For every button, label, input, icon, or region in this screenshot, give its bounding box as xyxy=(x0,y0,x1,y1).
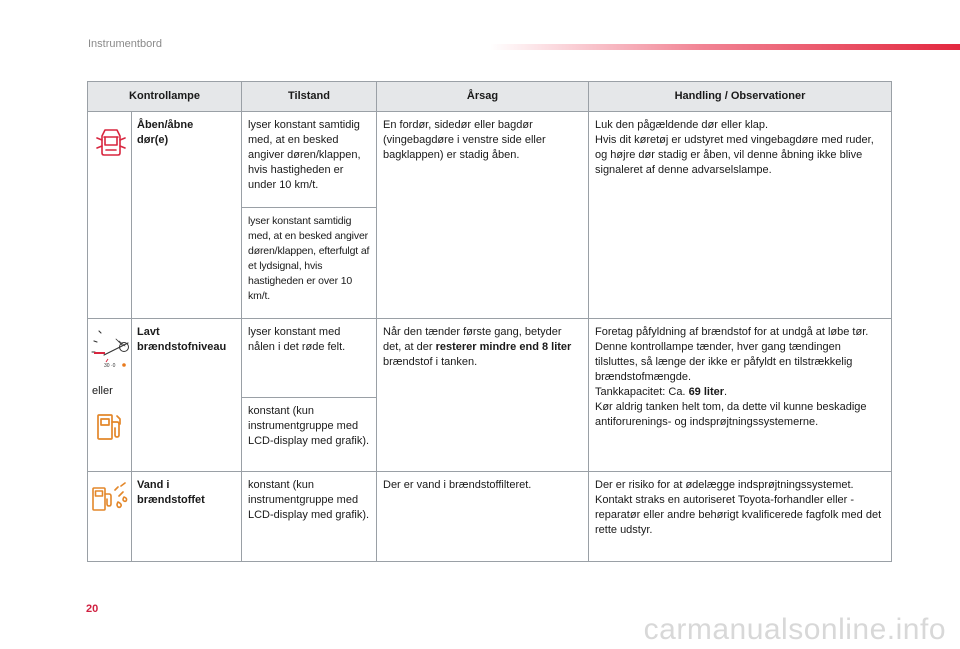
fuel-eller-label: eller xyxy=(92,385,113,397)
column-header-tilstand: Tilstand xyxy=(242,82,377,112)
door-state-2: lyser konstant samtidig med, at en besked angiver døren/klappen, efterfulgt af et lydsignal, hvis hastigheden er over 10 km/t. xyxy=(242,208,377,319)
fuel-cause-bold: resterer mindre end 8 liter xyxy=(435,341,572,353)
door-name-cell xyxy=(132,112,242,319)
svg-text:30 ·0: 30 ·0 xyxy=(104,363,116,369)
water-state: konstant (kun instrumentgruppe med LCD-display med grafik). xyxy=(242,472,377,562)
door-name-line2: dør(e) xyxy=(137,134,169,146)
fuel-name-cell xyxy=(132,319,242,472)
table-row xyxy=(88,319,892,398)
fuel-name-line1: Lavt xyxy=(137,326,160,338)
fuel-action xyxy=(589,319,892,472)
fuel-cause-text: Når den tænder første gang, betyder det, at der xyxy=(383,326,562,353)
table-row xyxy=(88,112,892,208)
table-header-row xyxy=(88,82,892,112)
header-accent-bar xyxy=(490,44,960,50)
fuel-capacity-label: Tankkapacitet: Ca. xyxy=(595,386,689,398)
fuel-icon-cell xyxy=(88,319,132,472)
fuel-capacity-end: . xyxy=(724,386,728,398)
fuel-pump-icon xyxy=(96,412,124,447)
fuel-gauge-icon xyxy=(90,325,130,378)
column-header-kontrollampe: Kontrollampe xyxy=(88,82,242,112)
fuel-action-4: Kør aldrig tanken helt tom, da dette vil kunne beskadige antiforurenings- og indsprøjtningssystemerne. xyxy=(595,401,867,428)
water-name-line2: brændstoffet xyxy=(137,494,205,506)
fuel-action-3 xyxy=(595,385,885,400)
warning-lights-table xyxy=(87,81,892,562)
door-cause: En fordør, sidedør eller bagdør (vingebagdøre i venstre side eller bagklappen) er stadig åben. xyxy=(377,112,589,319)
column-header-arsag: Årsag xyxy=(377,82,589,112)
fuel-cause-text-end: brændstof i tanken. xyxy=(383,356,478,368)
water-name-line1: Vand i xyxy=(137,479,170,491)
fuel-action-2: Denne kontrollampe tænder, hver gang tændingen tilsluttes, så længe der ikke er påfyldt en tilstrækkelig brændstofmængde. xyxy=(595,341,853,383)
water-cause: Der er vand i brændstoffilteret. xyxy=(377,472,589,562)
table-row xyxy=(88,472,892,562)
door-state-1: lyser konstant samtidig med, at en besked angiver døren/klappen, hvis hastigheden er under 10 km/t. xyxy=(242,112,377,208)
door-open-icon xyxy=(96,126,126,163)
fuel-state-1: lyser konstant med nålen i det røde felt. xyxy=(242,319,377,398)
fuel-capacity-value: 69 liter xyxy=(688,386,725,398)
fuel-action-1: Foretag påfyldning af brændstof for at undgå at løbe tør. xyxy=(595,326,869,338)
door-action: Luk den pågældende dør eller klap. Hvis dit køretøj er udstyret med vingebagdøre med ruder, og højre dør stadig er åben, vil denne åbning ikke blive signaleret af denne advarselslampe. xyxy=(589,112,892,319)
water-in-fuel-icon xyxy=(91,482,129,519)
fuel-cause xyxy=(377,319,589,472)
fuel-state-2: konstant (kun instrumentgruppe med LCD-display med grafik). xyxy=(242,398,377,472)
door-icon-cell xyxy=(88,112,132,319)
water-icon-cell xyxy=(88,472,132,562)
column-header-handling: Handling / Observationer xyxy=(589,82,892,112)
water-action: Der er risiko for at ødelægge indsprøjtningssystemet. Kontakt straks en autoriseret Toyota-forhandler eller -reparatør eller andre behørigt kvalificerede fagfolk med det rette udstyr. xyxy=(589,472,892,562)
page-header-title: Instrumentbord xyxy=(88,38,162,50)
page-number: 20 xyxy=(86,603,99,615)
door-name-line1: Åben/åbne xyxy=(137,119,194,131)
fuel-name-line2: brændstofniveau xyxy=(137,341,227,353)
water-name-cell xyxy=(132,472,242,562)
site-watermark: carmanualsonline.info xyxy=(643,613,946,646)
